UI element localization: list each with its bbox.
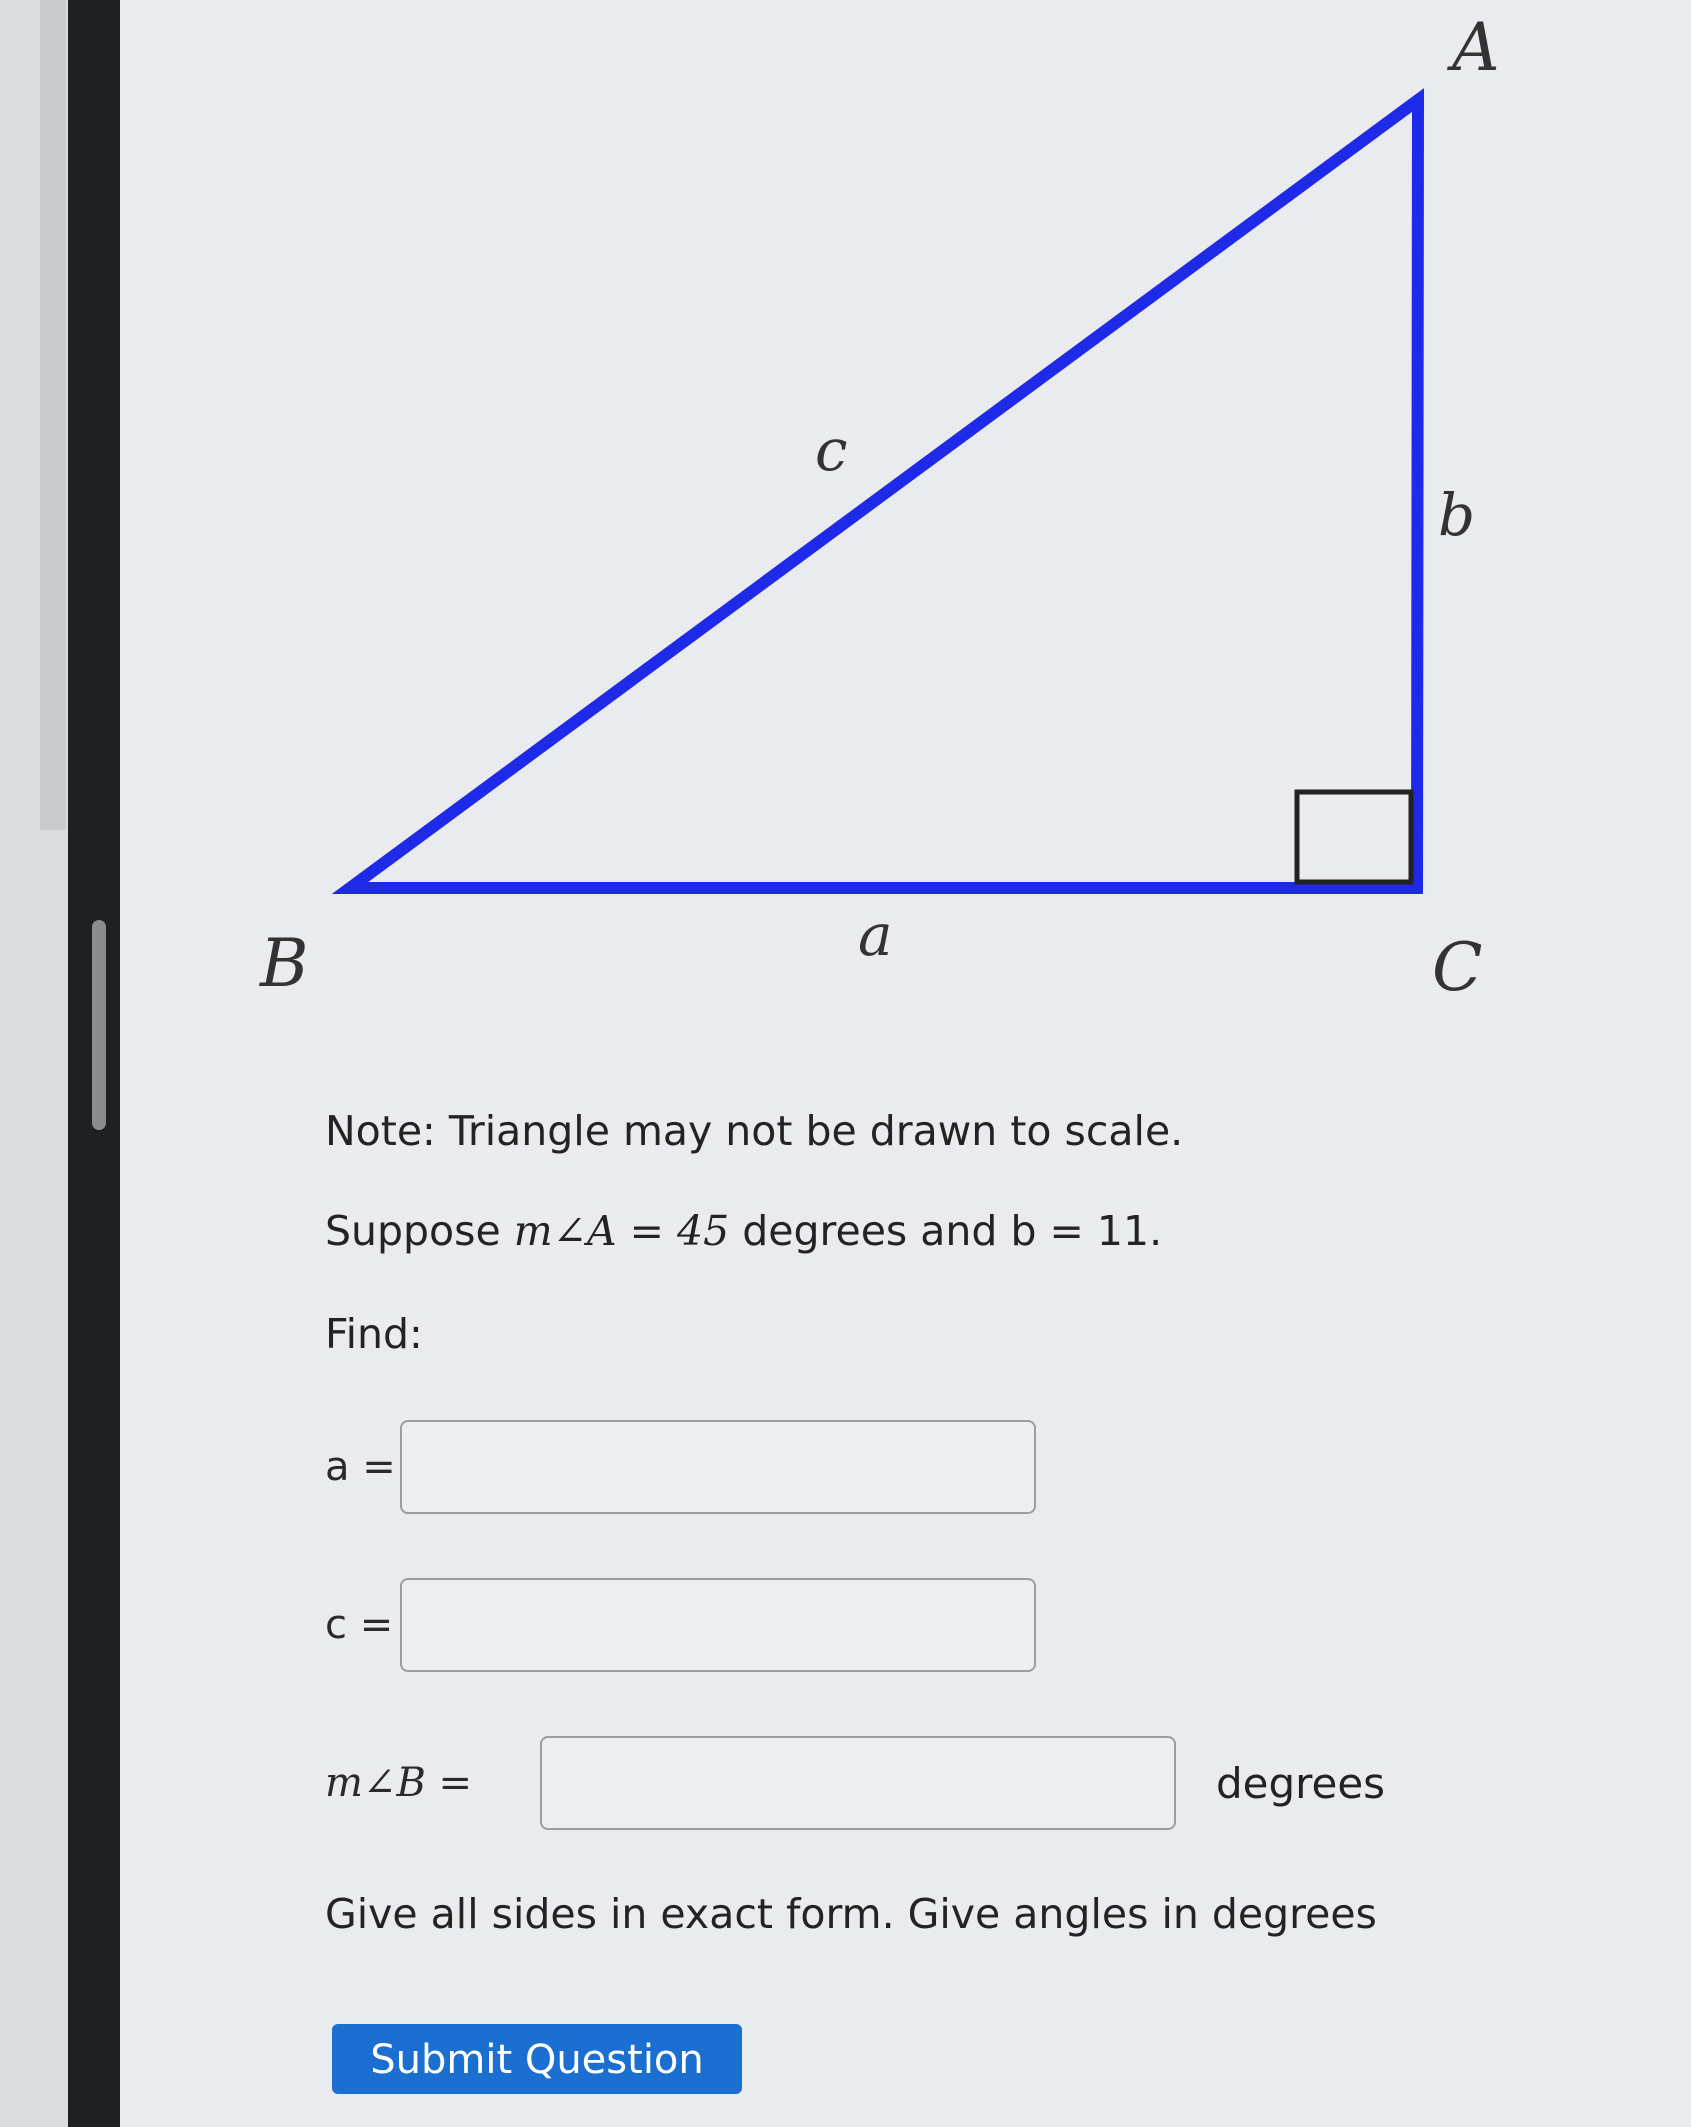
answer-input-c[interactable] <box>400 1578 1036 1672</box>
vertex-label-b: B <box>260 925 309 1002</box>
question-page <box>120 0 1691 2127</box>
side-label-a: a <box>858 901 893 969</box>
sidebar-resize-handle[interactable] <box>92 920 106 1130</box>
submit-question-button[interactable]: Submit Question <box>332 2024 742 2094</box>
answer-label-c: c = <box>325 1602 394 1648</box>
given-angle-math: m∠A = 45 <box>513 1207 730 1255</box>
answer-label-a: a = <box>325 1444 396 1490</box>
triangle <box>350 100 1418 888</box>
given-prefix: Suppose <box>325 1207 514 1255</box>
find-label: Find: <box>325 1310 423 1358</box>
given-suffix: degrees and b = 11. <box>729 1207 1163 1255</box>
right-angle-marker <box>1297 792 1411 882</box>
given-statement <box>325 1207 1162 1255</box>
instructions: Give all sides in exact form. Give angles in degrees <box>325 1890 1377 1938</box>
vertex-label-a: A <box>1452 9 1500 86</box>
answer-row-a <box>325 1420 1036 1514</box>
answer-row-angle-b <box>325 1736 1385 1830</box>
answer-input-a[interactable] <box>400 1420 1036 1514</box>
answer-row-c <box>325 1578 1036 1672</box>
degrees-unit: degrees <box>1216 1758 1386 1808</box>
triangle-figure <box>120 0 1691 1060</box>
side-label-c: c <box>815 416 848 484</box>
scale-note: Note: Triangle may not be drawn to scale. <box>325 1107 1184 1155</box>
scrollbar-track[interactable] <box>40 0 66 830</box>
side-label-b: b <box>1438 481 1476 549</box>
vertex-label-c: C <box>1432 929 1483 1006</box>
answer-input-angle-b[interactable] <box>540 1736 1176 1830</box>
answer-label-angle-b: m∠B = <box>325 1760 473 1806</box>
